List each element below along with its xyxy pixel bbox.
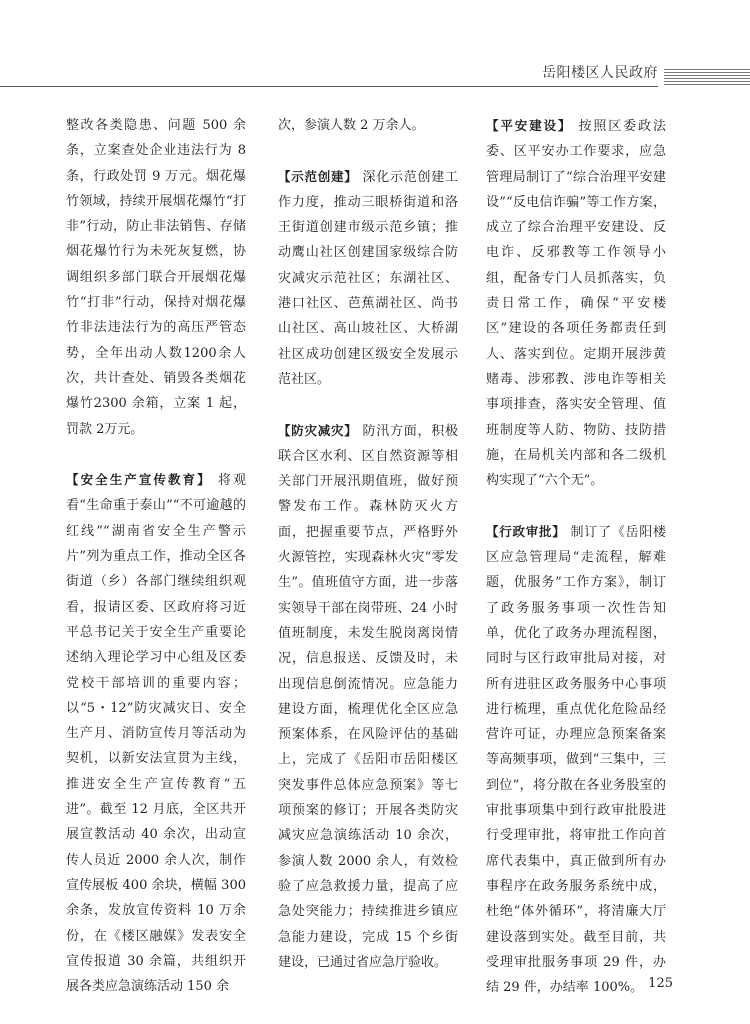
page-number: 125 [648, 976, 673, 991]
header-rule [0, 86, 658, 87]
text-column-3 [486, 113, 666, 1000]
section-body: 按照区委政法委、区平安办工作要求，应急管理局制订了“综合治理平安建设”“反电信诈骗”等工作方案，成立了综合治理平安建设、反电诈、反邪教等工作领导小组，配备专门人员抓落实，负责日常工作，确保“平安楼区”建设的各项任务都责任到人、落实到位。定期开展涉黄赌毒、涉邪教、涉电诈等相关事项排查，落实安全管理、值班制度等人防、物防、技防措施，在局机关内部和各二级机构实现了“六个无”。 [486, 119, 666, 489]
section-heading: 【平安建设】 [486, 118, 573, 133]
section-heading: 【行政审批】 [486, 523, 566, 539]
section-heading: 【安全生产宣传教育】 [66, 472, 212, 488]
section-body: 将观看“生命重于泰山”“不可逾越的红线”“湖南省安全生产警示片”列为重点工作，推动全区各街道（乡）各部门继续组织观看，报请区委、区政府将习近平总书记关于安全生产重要论述纳入理论学习中心组及区委党校干部培训的重要内容；以“5・12”防灾减灾日、安全生产月、消防宣传月等活动为契机，以新安法宣贯为主线，推进安全生产宣传教育“五进”。截至 12 月底，全区共开展宣教活动 40 余次，出动宣传人员近 2000 余人次，制作宣传展板 400 余块，横幅 300 余条，发放宣传资料 10 万余份，在《楼区融媒》发表安全宣传报道 30 余篇，共组织开展各类应急演练活动 150 余 [66, 473, 246, 995]
section-body: 深化示范创建工作力度，推动三眼桥街道和洛王街道创建市级示范乡镇；推动鹰山社区创建国家级综合防灾减灾示范社区；东湖社区、港口社区、芭蕉湖社区、尚书山社区、高山坡社区、大桥湖社区成功创建区级安全发展示范社区。 [278, 169, 458, 387]
page-header [0, 62, 750, 84]
section-peace-building [486, 113, 666, 493]
section-safety-education [66, 467, 246, 999]
section-disaster-prevention [278, 418, 458, 976]
section-admin-approval [486, 519, 666, 1001]
section-heading: 【示范创建】 [278, 168, 358, 184]
section-heading: 【防灾减灾】 [278, 422, 358, 438]
text-column-1 [66, 113, 246, 999]
header-title: 岳阳楼区人民政府 [542, 65, 658, 81]
header-stripes [664, 69, 750, 85]
section-body: 制订了《岳阳楼区应急管理局“走流程，解难题，优服务”工作方案》，制订了政务服务事项一次性告知单，优化了政务办理流程图，同时与区行政审批局对接，对所有进驻区政务服务中心事项进行梳理，重点优化危险品经营许可证，办理应急预案备案等高频事项，做到“三集中，三到位”，将分散在各业务股室的审批事项集中到行政审批股进行受理审批，将审批工作向首席代表集中，真正做到所有办事程序在政务服务系统中成，杜绝“体外循环”，将清廉大厅建设落到实处。截至目前，共受理审批服务事项 29 件，办结 29 件，办结率 100%。 [486, 524, 666, 996]
text-column-2 [278, 113, 458, 975]
section-demonstration [278, 164, 458, 393]
paragraph-drills-continued: 次，参演人数 2 万余人。 [278, 118, 425, 133]
paragraph-fireworks-continued: 整改各类隐患、问题 500 余条，立案查处企业违法行为 8 条，行政处罚 9 万元。烟花爆竹领域，持续开展烟花爆竹“打非”行动，防止非法销售、存储烟花爆竹行为未死灰复燃，协调组织多部门联合开展烟花爆竹“打非”行动，保持对烟花爆竹非法违法行为的高压严管态势，全年出动人数1200余人次，共计查处、销毁各类烟花爆竹2300 余箱，立案 1 起，罚款 2万元。 [66, 118, 246, 437]
section-body: 防汛方面，积极联合区水利、区自然资源等相关部门开展汛期值班，做好预警发布工作。森林防灭火方面，把握重要节点，严格野外火源管控，实现森林火灾“零发生”。值班值守方面，进一步落实领导干部在岗带班、24 小时值班制度，未发生脱岗离岗情况，信息报送、反馈及时，未出现信息倒流情况。应急能力建设方面，梳理优化全区应急预案体系，在风险评估的基础上，完成了《岳阳市岳阳楼区突发事件总体应急预案》等七项预案的修订；开展各类防灾减灾应急演练活动 10 余次，参演人数 2000 余人，有效检验了应急救援力量，提高了应急处突能力；持续推进乡镇应急能力建设，完成 15 个乡街建设，已通过省应急厅验收。 [278, 423, 458, 970]
